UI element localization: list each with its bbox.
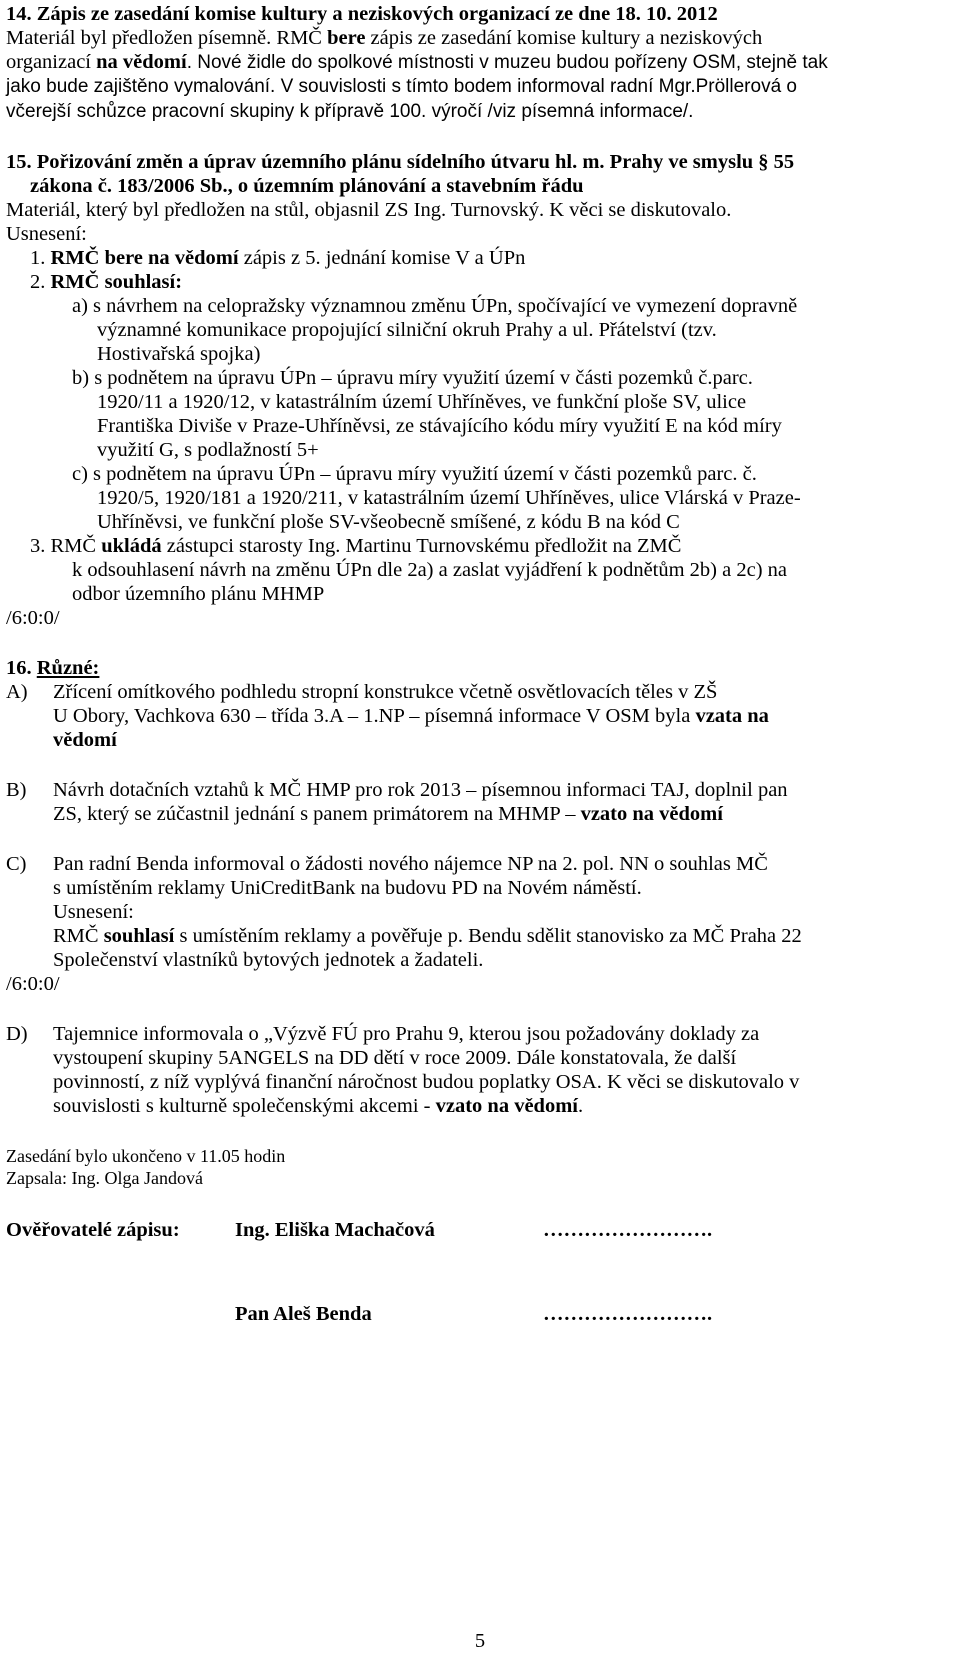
item16-C-line-2: s umístěním reklamy UniCreditBank na budovu PD na Novém náměstí. [53,877,642,899]
item15-usneseni-label: Usnesení: [6,223,87,245]
item16-B-label: B) [6,779,27,801]
meeting-end-note: Zasedání bylo ukončeno v 11.05 hodin [6,1146,286,1166]
item15-point-3-line-3: odbor územního plánu MHMP [72,583,325,605]
verifier-2-signature-line: ……………………. [543,1303,713,1325]
verifiers-label: Ověřovatelé zápisu: [6,1219,180,1241]
item14-line-3: jako bude zajištěno vymalování. V souvislosti s tímto bodem informoval radní Mgr.Pröllerová o [6,76,797,97]
item16-A-line-1: Zřícení omítkového podhledu stropní konstrukce včetně osvětlovacích těles v ZŠ [53,681,718,703]
item16-C-line-1: Pan radní Benda informoval o žádosti nového nájemce NP na 2. pol. NN o souhlas MČ [53,853,768,875]
item15-point-2c-line-2: 1920/5, 1920/181 a 1920/211, v katastrálním území Uhříněves, ulice Vlárská v Praze- [97,487,801,509]
verifier-1-signature-line: ……………………. [543,1219,713,1241]
item15-point-2c-line-1: c) s podnětem na úpravu ÚPn – úpravu míry využití území v části pozemků parc. č. [72,463,757,485]
item16-A-label: A) [6,681,28,703]
item15-point-3-line-1: 3. RMČ ukládá zástupci starosty Ing. Martinu Turnovskému předložit na ZMČ [30,535,682,557]
item15-point-1: 1. RMČ bere na vědomí zápis z 5. jednání komise V a ÚPn [30,247,526,269]
verifier-2-name: Pan Aleš Benda [235,1303,372,1325]
page-number: 5 [474,1630,486,1652]
item16-A-line-3: vědomí [53,729,117,751]
item15-point-3-line-2: k odsouhlasení návrh na změnu ÚPn dle 2a) a zaslat vyjádření k podnětům 2b) a 2c) na [72,559,788,581]
item14-line-1: Materiál byl předložen písemně. RMČ bere zápis ze zasedání komise kultury a neziskových [6,27,763,49]
item15-point-2a-line-2: významné komunikace propojující silniční okruh Prahy a ul. Přátelství (tzv. [97,319,717,341]
item15-vote: /6:0:0/ [6,607,60,629]
item15-heading-line-2: zákona č. 183/2006 Sb., o územním plánování a stavebním řádu [30,175,584,197]
item15-point-2b-line-2: 1920/11 a 1920/12, v katastrálním území Uhříněves, ve funkční ploše SV, ulice [97,391,747,413]
item15-point-2b-line-4: využití G, s podlažností 5+ [97,439,319,461]
item16-B-line-1: Návrh dotačních vztahů k MČ HMP pro rok 2013 – písemnou informaci TAJ, doplnil pan [53,779,788,801]
item15-point-2b-line-1: b) s podnětem na úpravu ÚPn – úpravu míry využití území v části pozemků č.parc. [72,367,753,389]
item16-D-line-3: povinností, z níž vyplývá finanční náročnost budou poplatky OSA. K věci se diskutovalo v [53,1071,800,1093]
item16-C-line-4: Společenství vlastníků bytových jednotek a žadateli. [53,949,484,971]
item16-A-line-2: U Obory, Vachkova 630 – třída 3.A – 1.NP – písemná informace V OSM byla vzata na [53,705,769,727]
item16-D-line-2: vystoupení skupiny 5ANGELS na DD dětí v roce 2009. Dále konstatovala, že další [53,1047,737,1069]
item16-B-line-2: ZS, který se zúčastnil jednání s panem primátorem na MHMP – vzato na vědomí [53,803,723,825]
item14-line-4: včerejší schůzce pracovní skupiny k přípravě 100. výročí /viz písemná informace/. [6,101,694,122]
recorded-by: Zapsala: Ing. Olga Jandová [6,1168,203,1188]
item14-line-2: organizací na vědomí. Nové židle do spolkové místnosti v muzeu budou pořízeny OSM, stejně tak [6,51,828,73]
item15-point-2: 2. RMČ souhlasí: [30,271,183,293]
item15-point-2b-line-3: Františka Diviše v Praze-Uhříněvsi, ze stávajícího kódu míry využití E na kód míry [97,415,782,437]
item15-heading-line-1: 15. Pořizování změn a úprav územního plánu sídelního útvaru hl. m. Prahy ve smyslu § 55 [6,151,795,173]
item16-C-usneseni-label: Usnesení: [53,901,134,923]
item16-D-line-1: Tajemnice informovala o „Výzvě FÚ pro Prahu 9, kterou jsou požadovány doklady za [53,1023,760,1045]
item15-point-2a-line-1: a) s návrhem na celopražsky významnou změnu ÚPn, spočívající ve vymezení dopravně [72,295,798,317]
item16-C-label: C) [6,853,27,875]
item15-intro: Materiál, který byl předložen na stůl, objasnil ZS Ing. Turnovský. K věci se diskutovalo. [6,199,732,221]
item16-C-line-3: RMČ souhlasí s umístěním reklamy a pověřuje p. Bendu sdělit stanovisko za MČ Praha 22 [53,925,802,947]
item15-point-2a-line-3: Hostivařská spojka) [97,343,261,365]
item16-vote: /6:0:0/ [6,973,60,995]
item15-point-2c-line-3: Uhříněvsi, ve funkční ploše SV-všeobecně smíšené, z kódu B na kód C [97,511,680,533]
verifier-1-name: Ing. Eliška Machačová [235,1219,435,1241]
item14-heading: 14. Zápis ze zasedání komise kultury a neziskových organizací ze dne 18. 10. 2012 [6,3,718,25]
item16-D-label: D) [6,1023,28,1045]
item16-heading: 16. Různé: [6,657,100,679]
item16-D-line-4: souvislosti s kulturně společenskými akcemi - vzato na vědomí. [53,1095,584,1117]
